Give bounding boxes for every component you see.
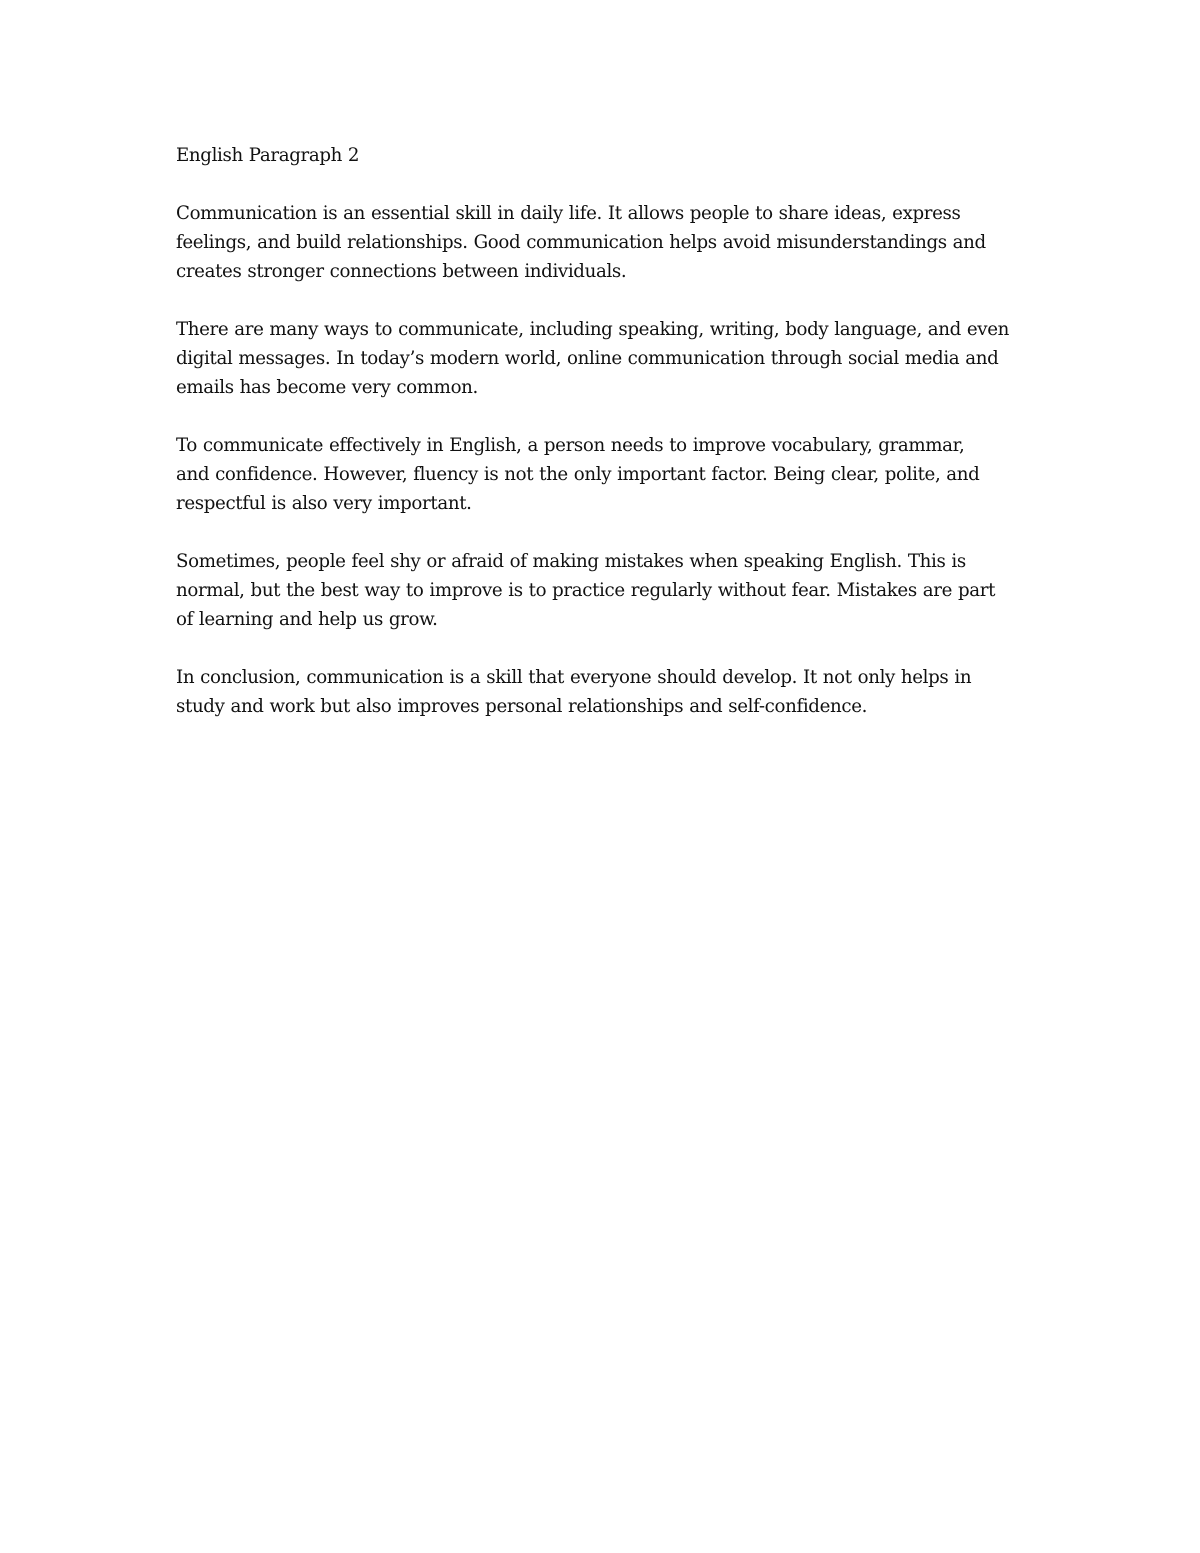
paragraph-line: In conclusion, communication is a skill that everyone should develop. It not only helps in xyxy=(176,667,972,688)
paragraph-line: Communication is an essential skill in daily life. It allows people to share ideas, express xyxy=(176,203,961,224)
paragraph-line: digital messages. In today’s modern world, online communication through social media and xyxy=(176,348,999,369)
paragraph-3 xyxy=(176,431,1036,518)
paragraph-line: study and work but also improves personal relationships and self-confidence. xyxy=(176,696,868,717)
paragraph-line: To communicate effectively in English, a person needs to improve vocabulary, grammar, xyxy=(176,435,965,456)
paragraph-2 xyxy=(176,315,1036,402)
paragraph-line: and confidence. However, fluency is not the only important factor. Being clear, polite, and xyxy=(176,464,980,485)
paragraph-line: emails has become very common. xyxy=(176,377,478,398)
paragraph-1 xyxy=(176,199,1036,286)
paragraph-line: There are many ways to communicate, including speaking, writing, body language, and even xyxy=(176,319,1009,340)
paragraph-line: respectful is also very important. xyxy=(176,493,472,514)
paragraph-line: feelings, and build relationships. Good communication helps avoid misunderstandings and xyxy=(176,232,986,253)
paragraph-line: normal, but the best way to improve is to practice regularly without fear. Mistakes are part xyxy=(176,580,996,601)
paragraph-4 xyxy=(176,547,1036,634)
paragraph-line: creates stronger connections between individuals. xyxy=(176,261,627,282)
paragraph-5 xyxy=(176,663,1036,721)
paragraph-line: of learning and help us grow. xyxy=(176,609,438,630)
document-title: English Paragraph 2 xyxy=(176,145,360,166)
document-body xyxy=(176,141,1036,750)
paragraph-line: Sometimes, people feel shy or afraid of making mistakes when speaking English. This is xyxy=(176,551,966,572)
